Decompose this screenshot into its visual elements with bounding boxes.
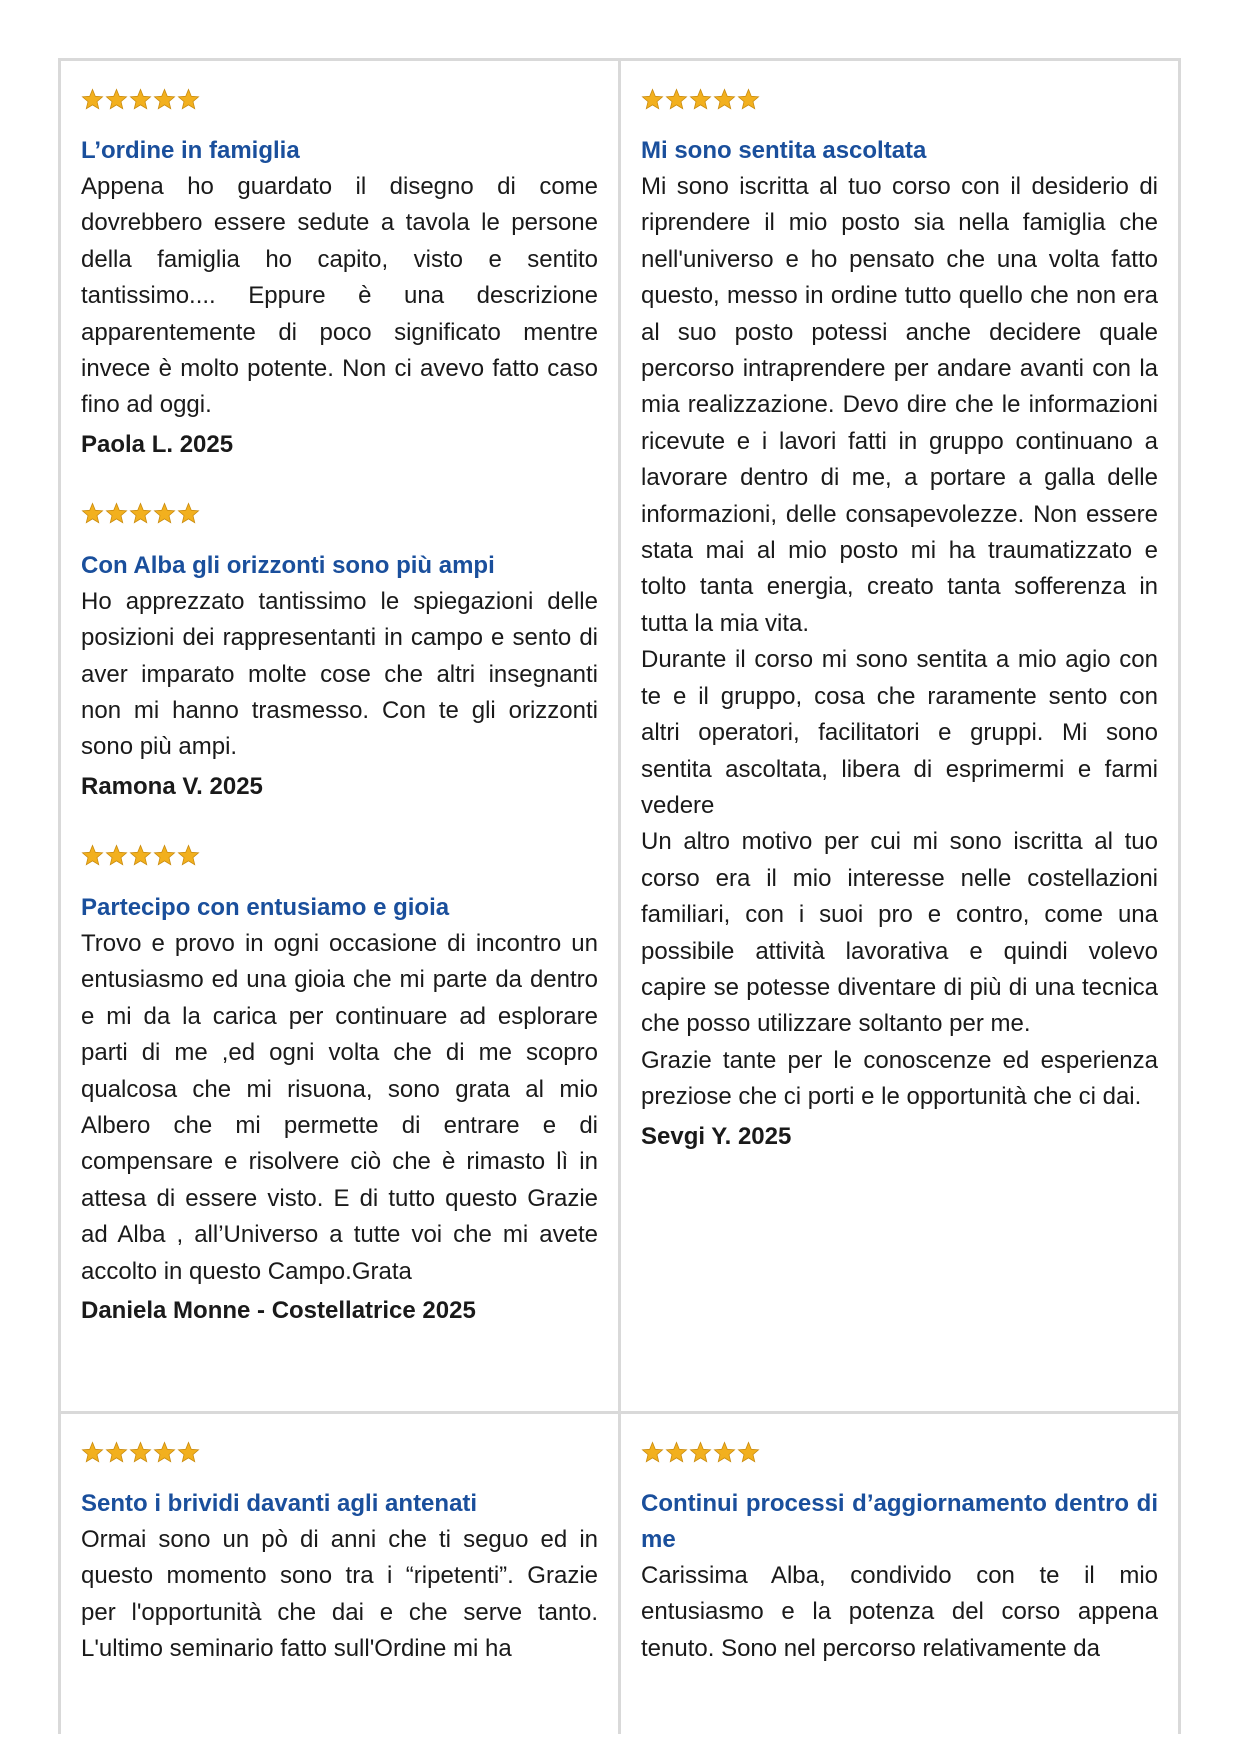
testimonials-column-right (621, 1414, 1181, 1734)
star-icon (177, 502, 200, 525)
review-paragraph: Ormai sono un pò di anni che ti seguo ed in questo momento sono tra i “ripetenti”. Grazie per l'opportunità che dai e che serve tanto. L'ultimo seminario fatto sull'Ordine mi ha (81, 1526, 598, 1663)
review-title: Partecipo con entusiamo e gioia (81, 893, 450, 921)
star-icon (641, 88, 664, 111)
star-rating (641, 83, 1158, 115)
star-icon (177, 844, 200, 867)
star-rating (641, 1436, 1158, 1468)
star-rating (81, 1436, 598, 1468)
star-icon (105, 844, 128, 867)
testimonials-column-left (61, 61, 621, 1414)
star-rating (81, 840, 598, 872)
star-icon (81, 502, 104, 525)
star-icon (105, 88, 128, 111)
review-body (81, 926, 598, 1290)
star-icon (129, 502, 152, 525)
review-author: Daniela Monne - Costellatrice 2025 (81, 1296, 476, 1324)
review-card (641, 83, 1158, 1156)
star-icon (81, 1441, 104, 1464)
review-author: Ramona V. 2025 (81, 772, 263, 800)
star-icon (713, 88, 736, 111)
star-icon (105, 1441, 128, 1464)
review-paragraph: Grazie tante per le conoscenze ed esperienza preziose che ci porti e le opportunità che ci dai. (641, 1046, 1158, 1111)
review-paragraph: Trovo e provo in ogni occasione di incontro un entusiasmo ed una gioia che mi parte da dentro e mi da la carica per continuare ad esplorare parti di me ,ed ogni volta che di me scopro qualcosa che mi risuona, sono grata al mio Albero che mi permette di entrare e di compensare e risolvere ciò che è rimasto lì in attesa di essere visto. E di tutto questo Grazie ad Alba , all’Universo a tutte voi che mi avete accolto in questo Campo.Grata (81, 929, 598, 1285)
table-row (61, 61, 1181, 1414)
review-paragraph: Ho apprezzato tantissimo le spiegazioni delle posizioni dei rappresentanti in campo e sento di aver imparato molte cose che altri insegnanti non mi hanno trasmesso. Con te gli orizzonti sono più ampi. (81, 587, 598, 761)
star-icon (641, 1441, 664, 1464)
star-icon (129, 88, 152, 111)
review-card (81, 1436, 598, 1668)
review-body (641, 1558, 1158, 1667)
testimonials-column-right (621, 61, 1181, 1414)
review-paragraph: Durante il corso mi sono sentita a mio agio con te e il gruppo, cosa che raramente sento con altri operatori, facilitatori e gruppi. Mi sono sentita ascoltata, libera di esprimermi e farmi vedere (641, 646, 1158, 819)
review-paragraph: Appena ho guardato il disegno di come dovrebbero essere sedute a tavola le persone della famiglia ho capito, visto e sentito tantissimo.... Eppure è una descrizione apparentemente di poco significato mentre invece è molto potente. Non ci avevo fatto caso fino ad oggi. (81, 173, 598, 419)
star-icon (689, 88, 712, 111)
review-card (81, 840, 598, 1330)
table-row (61, 1414, 1181, 1734)
testimonials-column-left (61, 1414, 621, 1734)
star-icon (81, 88, 104, 111)
review-title: L’ordine in famiglia (81, 137, 300, 164)
review-title: Sento i brividi davanti agli antenati (81, 1490, 478, 1517)
review-body (81, 584, 598, 766)
review-card (81, 83, 598, 464)
review-body (641, 169, 1158, 1116)
star-icon (713, 1441, 736, 1464)
review-paragraph: Mi sono iscritta al tuo corso con il desiderio di riprendere il mio posto sia nella famiglia che nell'universo e ho pensato che una volta fatto questo, messo in ordine tutto quello che non era al suo posto potessi anche decidere quale percorso intraprendere per andare avanti con la mia realizzazione. Devo dire che le informazioni ricevute e i lavori fatti in gruppo continuano a lavorare dentro di me, a portare a galla delle informazioni, delle consapevolezze. Non essere stata mai al mio posto mi ha traumatizzato e tolto tanta energia, creato tanta sofferenza in tutta la mia vita. (641, 173, 1158, 637)
review-card (641, 1436, 1158, 1667)
star-icon (81, 844, 104, 867)
star-icon (665, 1441, 688, 1464)
star-rating (81, 498, 598, 530)
review-paragraph: Carissima Alba, condivido con te il mio entusiasmo e la potenza del corso appena tenuto. Sono nel percorso relativamente da (641, 1562, 1158, 1662)
review-author: Sevgi Y. 2025 (641, 1122, 792, 1150)
star-icon (665, 88, 688, 111)
review-title: Mi sono sentita ascoltata (641, 137, 927, 164)
star-icon (153, 88, 176, 111)
star-icon (105, 502, 128, 525)
star-icon (153, 502, 176, 525)
star-icon (129, 844, 152, 867)
star-icon (153, 844, 176, 867)
review-card (81, 498, 598, 806)
star-rating (81, 83, 598, 115)
review-author: Paola L. 2025 (81, 430, 234, 458)
star-icon (689, 1441, 712, 1464)
star-icon (177, 1441, 200, 1464)
star-icon (129, 1441, 152, 1464)
star-icon (153, 1441, 176, 1464)
review-body (81, 169, 598, 424)
star-icon (737, 88, 760, 111)
review-title: Con Alba gli orizzonti sono più ampi (81, 551, 495, 579)
review-title: Continui processi d’aggiornamento dentro di me (641, 1490, 1158, 1553)
review-body (81, 1522, 598, 1668)
star-icon (177, 88, 200, 111)
star-icon (737, 1441, 760, 1464)
review-paragraph: Un altro motivo per cui mi sono iscritta al tuo corso era il mio interesse nelle costellazioni familiari, con i suoi pro e contro, come una possibile attività lavorativa e quindi volevo capire se potesse diventare di più di una tecnica che posso utilizzare soltanto per me. (641, 828, 1158, 1038)
testimonials-table (58, 58, 1181, 1734)
